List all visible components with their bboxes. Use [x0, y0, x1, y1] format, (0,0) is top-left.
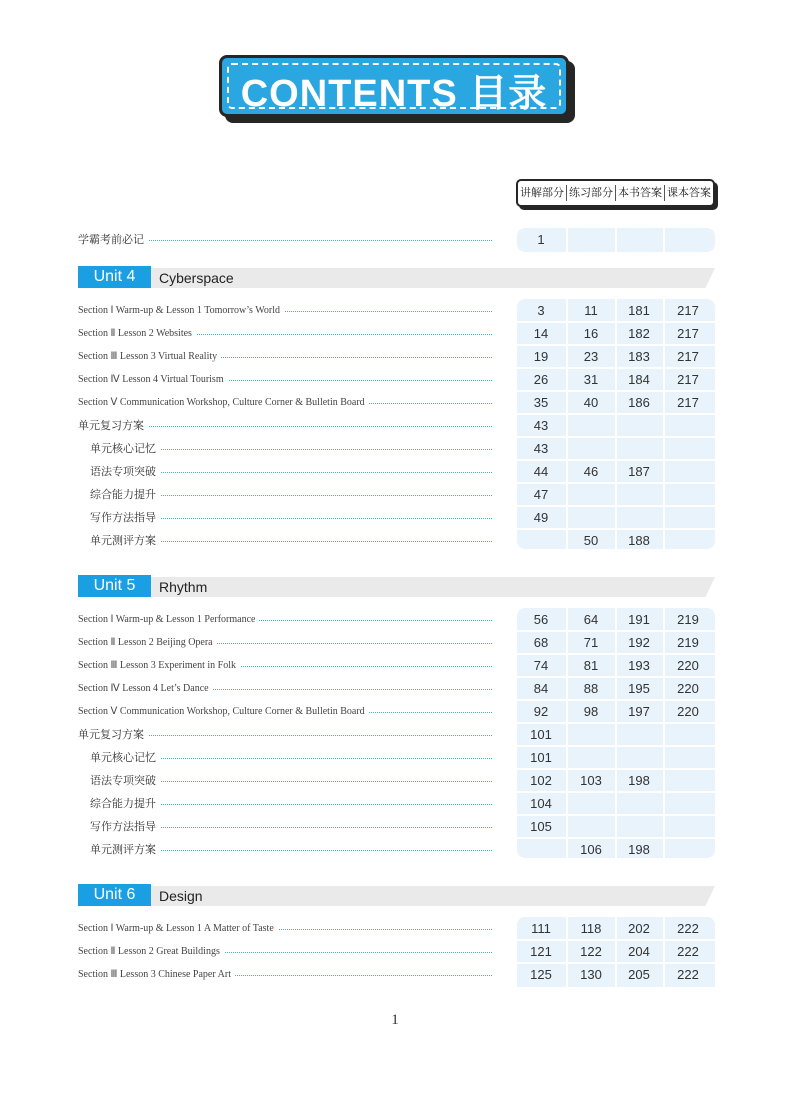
toc-row-label: 综合能力提升 [90, 484, 160, 506]
panel-row-divider [517, 482, 715, 484]
panel-row-divider [517, 699, 715, 701]
toc-page-number-n1: 43 [533, 418, 549, 433]
panel-column-divider [663, 917, 665, 987]
panel-row-divider [517, 321, 715, 323]
toc-row-label: Section Ⅲ Lesson 3 Experiment in Folk [78, 655, 240, 677]
panel-row-divider [517, 367, 715, 369]
toc-row-label: Section Ⅴ Communication Workshop, Culture Corner & Bulletin Board [78, 392, 369, 414]
panel-column-divider [566, 299, 568, 549]
toc-row-label: Section Ⅳ Lesson 4 Let’s Dance [78, 678, 213, 700]
toc-page-number-n1: 74 [533, 658, 549, 673]
toc-page-number-n3: 198 [628, 842, 650, 857]
toc-page-number-n1: 105 [530, 819, 552, 834]
toc-row[interactable] [78, 229, 718, 251]
toc-row-label: Section Ⅰ Warm-up & Lesson 1 Performance [78, 609, 259, 631]
toc-page-number-n3: 205 [628, 967, 650, 982]
toc-page-number-n2: 31 [583, 372, 599, 387]
toc-page-number-n3: 186 [628, 395, 650, 410]
toc-page-number-n4: 219 [677, 612, 699, 627]
toc-row[interactable] [78, 392, 718, 414]
toc-page-number-n2: 71 [583, 635, 599, 650]
toc-row-label: 单元测评方案 [90, 530, 160, 552]
toc-page-number-n2: 130 [580, 967, 602, 982]
toc-page-number-n2: 98 [583, 704, 599, 719]
toc-page-number-n1: 92 [533, 704, 549, 719]
toc-page-number-n3: 197 [628, 704, 650, 719]
toc-page-number-n3: 191 [628, 612, 650, 627]
panel-row-divider [517, 436, 715, 438]
toc-page-number-n4: 220 [677, 704, 699, 719]
toc-page-number-n1: 84 [533, 681, 549, 696]
toc-page-number-n1: 44 [533, 464, 549, 479]
panel-column-divider [566, 228, 568, 252]
toc-row-label: Section Ⅲ Lesson 3 Chinese Paper Art [78, 964, 235, 986]
toc-page-number-n1: 43 [533, 441, 549, 456]
toc-row[interactable] [78, 323, 718, 345]
toc-page-number-n2: 50 [583, 533, 599, 548]
panel-row-divider [517, 630, 715, 632]
toc-row-label: 单元复习方案 [78, 724, 148, 746]
panel-column-divider [615, 608, 617, 858]
toc-row-label: Section Ⅳ Lesson 4 Virtual Tourism [78, 369, 228, 391]
toc-page-number-n1: 111 [531, 921, 551, 936]
toc-row[interactable] [78, 941, 718, 963]
toc-row-label: 单元核心记忆 [90, 747, 160, 769]
toc-row[interactable] [78, 839, 718, 861]
toc-row[interactable] [78, 632, 718, 654]
toc-page-number-n2: 16 [583, 326, 599, 341]
toc-page-number-n1: 125 [530, 967, 552, 982]
toc-row-label: 单元复习方案 [78, 415, 148, 437]
toc-page-number-n3: 198 [628, 773, 650, 788]
unit5-title: Rhythm [159, 579, 208, 595]
unit4-tag: Unit 4 [78, 266, 151, 288]
toc-page-number-n3: 184 [628, 372, 650, 387]
panel-row-divider [517, 745, 715, 747]
toc-page-number-n1: 35 [533, 395, 549, 410]
panel-row-divider [517, 962, 715, 964]
toc-row[interactable] [78, 747, 718, 769]
toc-row[interactable] [78, 701, 718, 723]
toc-page-number-n1: 3 [537, 303, 545, 318]
toc-row-label: Section Ⅱ Lesson 2 Beijing Opera [78, 632, 217, 654]
toc-page-number-n2: 23 [583, 349, 599, 364]
toc-page-number-n1: 68 [533, 635, 549, 650]
toc-page-number-n2: 122 [580, 944, 602, 959]
toc-page-number-n4: 222 [677, 967, 699, 982]
panel-row-divider [517, 814, 715, 816]
toc-row[interactable] [78, 438, 718, 460]
toc-row[interactable] [78, 484, 718, 506]
toc-page-number-n3: 202 [628, 921, 650, 936]
panel-column-divider [615, 228, 617, 252]
panel-row-divider [517, 791, 715, 793]
unit4-title: Cyberspace [159, 270, 234, 286]
panel-row-divider [517, 390, 715, 392]
toc-page-number-n3: 193 [628, 658, 650, 673]
toc-page-number-n4: 217 [677, 303, 699, 318]
title-banner [219, 55, 569, 117]
panel-row-divider [517, 344, 715, 346]
toc-page-number-n4: 222 [677, 921, 699, 936]
toc-page-number-n3: 187 [628, 464, 650, 479]
toc-page-number-n1: 101 [530, 727, 552, 742]
toc-row[interactable] [78, 369, 718, 391]
toc-page-number-n1: 56 [533, 612, 549, 627]
toc-page-number-n1: 102 [530, 773, 552, 788]
toc-row[interactable] [78, 655, 718, 677]
panel-row-divider [517, 676, 715, 678]
toc-page-number-n2: 88 [583, 681, 599, 696]
toc-page-number-n1: 14 [533, 326, 549, 341]
toc-row-label: Section Ⅲ Lesson 3 Virtual Reality [78, 346, 221, 368]
panel-row-divider [517, 837, 715, 839]
toc-page-number-n4: 217 [677, 372, 699, 387]
toc-row[interactable] [78, 461, 718, 483]
toc-page-number-n4: 217 [677, 326, 699, 341]
toc-row-label: 写作方法指导 [90, 507, 160, 529]
panel-row-divider [517, 722, 715, 724]
toc-row-label: Section Ⅰ Warm-up & Lesson 1 Tomorrow’s World [78, 300, 284, 322]
toc-row-label: 单元核心记忆 [90, 438, 160, 460]
toc-page-number-n1: 26 [533, 372, 549, 387]
toc-page-number-n4: 217 [677, 395, 699, 410]
toc-page-number-n2: 40 [583, 395, 599, 410]
toc-row[interactable] [78, 300, 718, 322]
toc-row[interactable] [78, 507, 718, 529]
toc-row-label: 学霸考前必记 [78, 229, 148, 251]
panel-column-divider [615, 299, 617, 549]
panel-column-divider [663, 299, 665, 549]
toc-page-number-n2: 106 [580, 842, 602, 857]
toc-page-number-n2: 103 [580, 773, 602, 788]
toc-row-label: 语法专项突破 [90, 770, 160, 792]
toc-page-number-n1: 101 [530, 750, 552, 765]
toc-page-number-n3: 181 [628, 303, 650, 318]
toc-row[interactable] [78, 918, 718, 940]
toc-row[interactable] [78, 609, 718, 631]
page-title: CONTENTS 目录 [240, 73, 548, 115]
toc-page-number-n4: 220 [677, 681, 699, 696]
panel-row-divider [517, 939, 715, 941]
toc-row[interactable] [78, 770, 718, 792]
toc-row-label: Section Ⅴ Communication Workshop, Culture Corner & Bulletin Board [78, 701, 369, 723]
toc-row-label: 单元测评方案 [90, 839, 160, 861]
toc-row-label: 综合能力提升 [90, 793, 160, 815]
panel-column-divider [615, 917, 617, 987]
toc-page-number-n4: 219 [677, 635, 699, 650]
panel-column-divider [663, 608, 665, 858]
toc-row[interactable] [78, 964, 718, 986]
toc-row[interactable] [78, 793, 718, 815]
toc-page-number-n2: 46 [583, 464, 599, 479]
toc-page-number-n2: 81 [583, 658, 599, 673]
toc-row-label: 语法专项突破 [90, 461, 160, 483]
column-headers [516, 179, 715, 207]
toc-page-number-n1: 121 [530, 944, 552, 959]
panel-column-divider [566, 608, 568, 858]
toc-page-number-n1: 47 [533, 487, 549, 502]
toc-page-number-n4: 222 [677, 944, 699, 959]
panel-row-divider [517, 653, 715, 655]
toc-page-number-n1: 49 [533, 510, 549, 525]
toc-page-number-n3: 183 [628, 349, 650, 364]
toc-row[interactable] [78, 816, 718, 838]
toc-row[interactable] [78, 724, 718, 746]
unit6-title: Design [159, 888, 203, 904]
toc-page-number-n4: 220 [677, 658, 699, 673]
toc-page-number-n1: 1 [537, 232, 545, 247]
toc-row-label: Section Ⅰ Warm-up & Lesson 1 A Matter of Taste [78, 918, 278, 940]
toc-page-number-n3: 188 [628, 533, 650, 548]
toc-page-number-n2: 64 [583, 612, 599, 627]
panel-row-divider [517, 459, 715, 461]
panel-row-divider [517, 413, 715, 415]
panel-column-divider [566, 917, 568, 987]
toc-page-number-n3: 204 [628, 944, 650, 959]
toc-page-number-n3: 195 [628, 681, 650, 696]
unit5-tag: Unit 5 [78, 575, 151, 597]
toc-page-number-n1: 104 [530, 796, 552, 811]
page-number: 1 [391, 1012, 399, 1028]
toc-row[interactable] [78, 415, 718, 437]
toc-row-label: 写作方法指导 [90, 816, 160, 838]
toc-row[interactable] [78, 530, 718, 552]
toc-row[interactable] [78, 346, 718, 368]
unit6-tag: Unit 6 [78, 884, 151, 906]
column-header-explanation: 讲解部分 [520, 186, 564, 199]
panel-row-divider [517, 528, 715, 530]
panel-row-divider [517, 505, 715, 507]
toc-row-label: Section Ⅱ Lesson 2 Great Buildings [78, 941, 224, 963]
toc-page-number-n4: 217 [677, 349, 699, 364]
toc-page-number-n1: 19 [533, 349, 549, 364]
toc-row[interactable] [78, 678, 718, 700]
toc-page-number-n3: 182 [628, 326, 650, 341]
toc-page-number-n2: 11 [584, 303, 598, 318]
column-header-book-answers: 本书答案 [615, 185, 664, 201]
panel-column-divider [663, 228, 665, 252]
toc-row-label: Section Ⅱ Lesson 2 Websites [78, 323, 196, 345]
column-header-textbook-answers: 课本答案 [664, 185, 713, 201]
panel-row-divider [517, 768, 715, 770]
column-header-practice: 练习部分 [566, 185, 615, 201]
toc-page-number-n2: 118 [580, 921, 602, 936]
toc-page-number-n3: 192 [628, 635, 650, 650]
